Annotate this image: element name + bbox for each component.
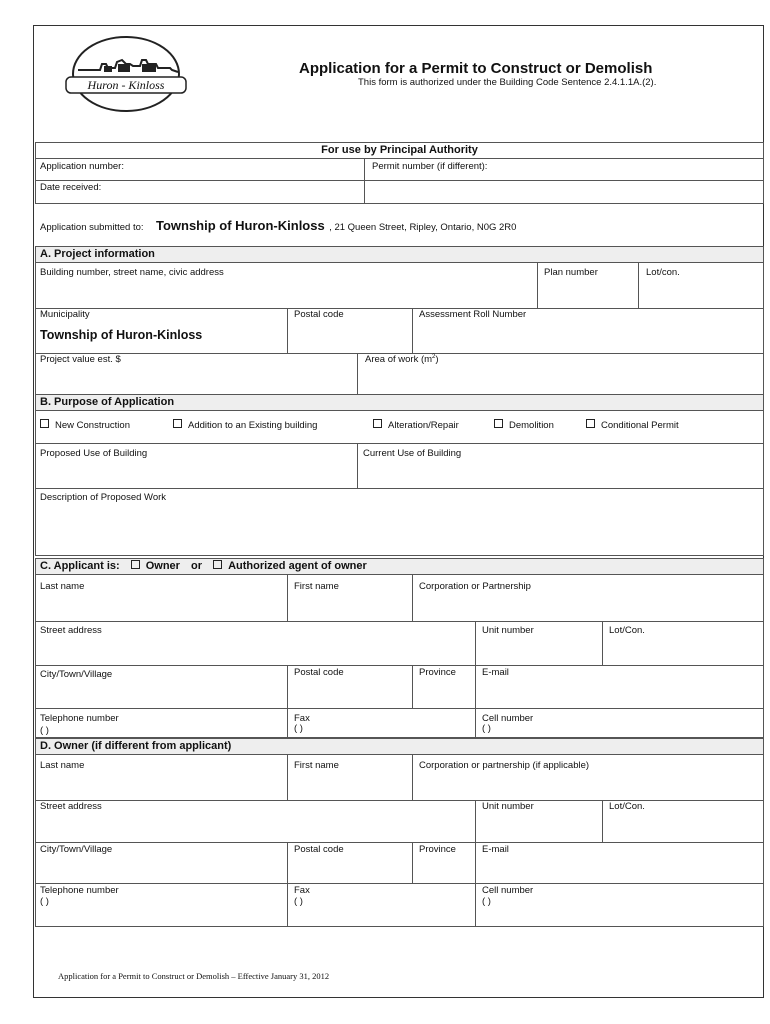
page-subtitle: This form is authorized under the Building Code Sentence 2.4.1.1A.(2). [358, 77, 657, 88]
d-lot-con-field[interactable]: Lot/Con. [609, 801, 645, 812]
section-c-heading [35, 558, 764, 575]
checkbox-icon [494, 419, 503, 428]
c-last-name-field[interactable]: Last name [40, 581, 85, 592]
c-fax-field[interactable]: Fax [294, 713, 310, 724]
project-value-field[interactable]: Project value est. $ [40, 354, 121, 365]
option-conditional-permit[interactable] [586, 419, 679, 431]
d-cell-field[interactable]: Cell number [482, 885, 534, 896]
section-b-heading: B. Purpose of Application [35, 394, 764, 411]
c-cell-field[interactable]: Cell number [482, 713, 534, 724]
building-address-field[interactable]: Building number, street name, civic address [40, 267, 224, 278]
d-province-field[interactable]: Province [419, 844, 456, 855]
c-unit-number-field[interactable]: Unit number [482, 625, 534, 636]
d-street-address-field[interactable]: Street address [40, 801, 102, 812]
option-label: New Construction [55, 420, 130, 431]
c-province-field[interactable]: Province [419, 667, 456, 678]
option-new-construction[interactable] [40, 419, 130, 431]
checkbox-icon [586, 419, 595, 428]
assessment-roll-field[interactable]: Assessment Roll Number [419, 309, 527, 320]
municipality-label: Municipality [40, 309, 90, 320]
postal-code-field[interactable]: Postal code [294, 309, 344, 320]
c-cell-paren: ( ) [482, 723, 491, 734]
agent-label: Authorized agent of owner [228, 560, 367, 572]
c-street-address-field[interactable]: Street address [40, 625, 102, 636]
submitted-township: Township of Huron-Kinloss [155, 218, 325, 233]
option-demolition[interactable] [494, 419, 554, 431]
c-email-field[interactable]: E-mail [482, 667, 509, 678]
authority-heading: For use by Principal Authority [321, 144, 478, 156]
d-email-field[interactable]: E-mail [482, 844, 509, 855]
proposed-use-field[interactable]: Proposed Use of Building [40, 448, 148, 459]
d-first-name-field[interactable]: First name [294, 760, 339, 771]
d-fax-paren: ( ) [294, 896, 303, 907]
date-received-field[interactable]: Date received: [40, 182, 102, 193]
c-telephone-field[interactable]: Telephone number [40, 713, 119, 724]
section-a-heading: A. Project information [35, 246, 764, 263]
area-label: Area of work (m [365, 354, 433, 366]
option-alteration[interactable] [373, 419, 459, 431]
page-title: Application for a Permit to Construct or Demolish [299, 60, 653, 77]
checkbox-icon [40, 419, 49, 428]
section-d-heading: D. Owner (if different from applicant) [35, 738, 764, 755]
c-telephone-paren: ( ) [40, 725, 49, 736]
d-telephone-field[interactable]: Telephone number [40, 885, 119, 896]
or-label: or [191, 560, 203, 572]
permit-number-field[interactable]: Permit number (if different): [372, 161, 488, 172]
checkbox-icon [373, 419, 382, 428]
c-lot-con-field[interactable]: Lot/Con. [609, 625, 645, 636]
area-of-work-field[interactable] [365, 354, 439, 365]
agent-checkbox[interactable] [213, 560, 222, 569]
submitted-to-line [40, 217, 516, 235]
section-c-grid [35, 574, 764, 738]
section-d-grid [35, 754, 764, 927]
section-b-grid [35, 410, 764, 556]
d-corporation-field[interactable]: Corporation or partnership (if applicable) [419, 760, 590, 771]
c-corporation-field[interactable]: Corporation or Partnership [419, 581, 531, 592]
d-postal-code-field[interactable]: Postal code [294, 844, 344, 855]
owner-label: Owner [145, 560, 180, 572]
logo-text: Huron - Kinloss [87, 78, 165, 92]
d-fax-field[interactable]: Fax [294, 885, 310, 896]
d-city-field[interactable]: City/Town/Village [40, 844, 113, 855]
c-first-name-field[interactable]: First name [294, 581, 339, 592]
checkbox-icon [173, 419, 182, 428]
c-city-field[interactable]: City/Town/Village [40, 669, 113, 680]
municipality-value: Township of Huron-Kinloss [40, 328, 203, 342]
application-number-field[interactable]: Application number: [40, 161, 124, 172]
d-unit-number-field[interactable]: Unit number [482, 801, 534, 812]
submitted-address: , 21 Queen Street, Ripley, Ontario, N0G 2R0 [329, 222, 517, 233]
lot-con-field[interactable]: Lot/con. [646, 267, 680, 278]
d-cell-paren: ( ) [482, 896, 491, 907]
area-superscript: 2 [432, 354, 436, 360]
d-last-name-field[interactable]: Last name [40, 760, 85, 771]
section-c-prefix: C. Applicant is: [40, 560, 120, 572]
option-addition[interactable] [173, 419, 317, 431]
description-field[interactable]: Description of Proposed Work [40, 492, 167, 503]
submitted-prefix: Application submitted to: [40, 222, 144, 233]
c-postal-code-field[interactable]: Postal code [294, 667, 344, 678]
plan-number-field[interactable]: Plan number [544, 267, 598, 278]
option-label: Addition to an Existing building [188, 420, 318, 431]
option-label: Alteration/Repair [388, 420, 459, 431]
owner-checkbox[interactable] [131, 560, 140, 569]
d-telephone-paren: ( ) [40, 896, 49, 907]
current-use-field[interactable]: Current Use of Building [363, 448, 462, 459]
option-label: Demolition [509, 420, 554, 431]
c-fax-paren: ( ) [294, 723, 303, 734]
option-label: Conditional Permit [601, 420, 679, 431]
huron-kinloss-logo [60, 34, 195, 114]
page-footer: Application for a Permit to Construct or Demolish – Effective January 31, 2012 [58, 971, 330, 981]
area-close: ) [435, 354, 439, 366]
